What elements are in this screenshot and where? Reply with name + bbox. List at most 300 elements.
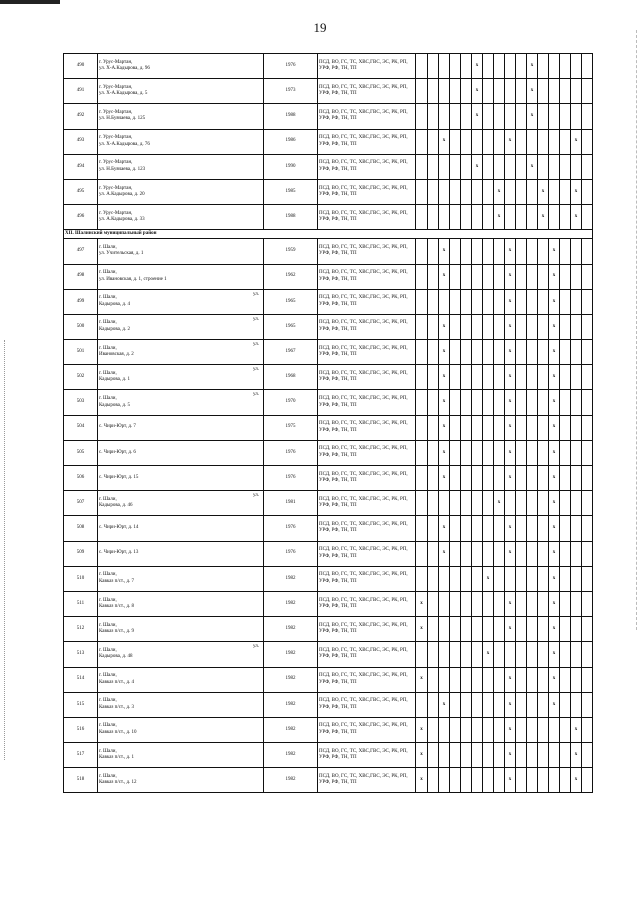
empty-cell [516, 667, 527, 692]
street-abbrev: ул. [252, 342, 259, 348]
empty-cell [560, 566, 571, 591]
table-row [64, 743, 593, 768]
empty-cell [538, 154, 549, 179]
empty-cell [505, 566, 516, 591]
empty-cell [538, 491, 549, 516]
empty-cell [494, 154, 505, 179]
works-list: ПСД, ВО, ГС, ТС, ХВС,ГВС, ЭС, РК, РП, УРФ, РФ, ТН, ТП [318, 566, 416, 591]
empty-cell [549, 717, 560, 742]
address-cell [98, 340, 264, 365]
empty-cell [494, 440, 505, 465]
mark-cell: x [439, 440, 450, 465]
mark-cell: x [549, 466, 560, 491]
empty-cell [560, 390, 571, 415]
address-cell [98, 642, 264, 667]
empty-cell [450, 390, 461, 415]
empty-cell [472, 239, 483, 264]
empty-cell [571, 415, 582, 440]
empty-cell [428, 591, 439, 616]
year-built: 1975 [264, 415, 318, 440]
empty-cell [450, 205, 461, 230]
empty-cell [461, 466, 472, 491]
mark-cell: x [549, 440, 560, 465]
empty-cell [494, 768, 505, 793]
empty-cell [483, 54, 494, 79]
empty-cell [439, 104, 450, 129]
empty-cell [582, 491, 593, 516]
empty-cell [450, 154, 461, 179]
empty-cell [527, 205, 538, 230]
empty-cell [516, 154, 527, 179]
mark-cell: x [505, 516, 516, 541]
empty-cell [549, 79, 560, 104]
empty-cell [416, 239, 428, 264]
address-cell [98, 541, 264, 566]
year-built: 1965 [264, 289, 318, 314]
year-built: 1982 [264, 743, 318, 768]
empty-cell [483, 239, 494, 264]
empty-cell [461, 179, 472, 204]
address-text: г. Шали, Кавказ п/ст., д. 8 [99, 597, 135, 610]
empty-cell [516, 743, 527, 768]
empty-cell [571, 289, 582, 314]
scan-edge-bar [0, 0, 60, 4]
works-list: ПСД, ВО, ГС, ТС, ХВС,ГВС, ЭС, РК, РП, УРФ, РФ, ТН, ТП [318, 104, 416, 129]
empty-cell [538, 516, 549, 541]
empty-cell [483, 768, 494, 793]
mark-cell: x [571, 768, 582, 793]
empty-cell [582, 54, 593, 79]
empty-cell [428, 768, 439, 793]
empty-cell [582, 566, 593, 591]
empty-cell [516, 491, 527, 516]
empty-cell [527, 768, 538, 793]
empty-cell [549, 54, 560, 79]
empty-cell [472, 692, 483, 717]
mark-cell: x [549, 617, 560, 642]
empty-cell [472, 129, 483, 154]
empty-cell [483, 154, 494, 179]
address-text: г. Урус-Мартан, ул. Х-А.Кадырова, д. 5 [99, 84, 148, 97]
mark-cell: x [505, 289, 516, 314]
empty-cell [483, 289, 494, 314]
empty-cell [560, 491, 571, 516]
mark-cell: x [549, 541, 560, 566]
year-built: 1959 [264, 239, 318, 264]
year-built: 1982 [264, 617, 318, 642]
street-abbrev: ул. [252, 493, 259, 499]
address-cell [98, 390, 264, 415]
empty-cell [494, 591, 505, 616]
address-text: г. Шали, Кадырова, д. 46 [99, 496, 133, 509]
mark-cell: x [549, 264, 560, 289]
empty-cell [538, 289, 549, 314]
empty-cell [428, 365, 439, 390]
empty-cell [428, 54, 439, 79]
empty-cell [505, 104, 516, 129]
empty-cell [560, 717, 571, 742]
table-row [64, 466, 593, 491]
empty-cell [483, 179, 494, 204]
table-row [64, 617, 593, 642]
address-cell [98, 591, 264, 616]
empty-cell [439, 768, 450, 793]
mark-cell: x [439, 516, 450, 541]
empty-cell [428, 566, 439, 591]
row-number: 491 [64, 79, 98, 104]
empty-cell [538, 390, 549, 415]
empty-cell [582, 692, 593, 717]
year-built: 1976 [264, 466, 318, 491]
empty-cell [505, 154, 516, 179]
empty-cell [450, 365, 461, 390]
empty-cell [472, 179, 483, 204]
empty-cell [428, 79, 439, 104]
address-text: г. Шали, Кадырова, д. 1 [99, 370, 130, 383]
address-cell [98, 415, 264, 440]
table-row [64, 239, 593, 264]
empty-cell [428, 104, 439, 129]
mark-cell: x [505, 440, 516, 465]
empty-cell [439, 79, 450, 104]
table-body-shali [64, 239, 593, 793]
empty-cell [450, 104, 461, 129]
mark-cell: x [472, 154, 483, 179]
works-list: ПСД, ВО, ГС, ТС, ХВС,ГВС, ЭС, РК, РП, УРФ, РФ, ТН, ТП [318, 314, 416, 339]
empty-cell [416, 205, 428, 230]
empty-cell [450, 491, 461, 516]
mark-cell: x [505, 768, 516, 793]
year-built: 1976 [264, 54, 318, 79]
mark-cell: x [505, 743, 516, 768]
year-built: 1967 [264, 340, 318, 365]
empty-cell [450, 617, 461, 642]
empty-cell [483, 516, 494, 541]
address-cell [98, 314, 264, 339]
row-number: 506 [64, 466, 98, 491]
empty-cell [494, 743, 505, 768]
row-number: 493 [64, 129, 98, 154]
row-number: 512 [64, 617, 98, 642]
empty-cell [494, 264, 505, 289]
address-cell [98, 768, 264, 793]
empty-cell [439, 566, 450, 591]
empty-cell [516, 566, 527, 591]
works-list: ПСД, ВО, ГС, ТС, ХВС,ГВС, ЭС, РК, РП, УРФ, РФ, ТН, ТП [318, 617, 416, 642]
address-text: г. Шали, Кавказ п/ст., д. 10 [99, 723, 137, 735]
empty-cell [516, 415, 527, 440]
empty-cell [538, 768, 549, 793]
empty-cell [472, 717, 483, 742]
empty-cell [549, 129, 560, 154]
row-number: 507 [64, 491, 98, 516]
mark-cell: x [483, 566, 494, 591]
empty-cell [582, 390, 593, 415]
empty-cell [571, 239, 582, 264]
empty-cell [494, 717, 505, 742]
table-row [64, 440, 593, 465]
empty-cell [538, 541, 549, 566]
works-list: ПСД, ВО, ГС, ТС, ХВС,ГВС, ЭС, РК, РП, УРФ, РФ, ТН, ТП [318, 390, 416, 415]
empty-cell [461, 104, 472, 129]
table-row [64, 516, 593, 541]
empty-cell [450, 566, 461, 591]
empty-cell [538, 104, 549, 129]
empty-cell [582, 541, 593, 566]
empty-cell [516, 340, 527, 365]
mark-cell: x [439, 541, 450, 566]
mark-cell: x [571, 179, 582, 204]
empty-cell [494, 667, 505, 692]
empty-cell [538, 642, 549, 667]
empty-cell [461, 667, 472, 692]
address-cell [98, 466, 264, 491]
empty-cell [428, 179, 439, 204]
empty-cell [483, 466, 494, 491]
empty-cell [472, 340, 483, 365]
empty-cell [472, 264, 483, 289]
empty-cell [428, 642, 439, 667]
empty-cell [461, 491, 472, 516]
row-number: 495 [64, 179, 98, 204]
empty-cell [428, 415, 439, 440]
empty-cell [450, 768, 461, 793]
mark-cell: x [439, 365, 450, 390]
table-row [64, 717, 593, 742]
works-list: ПСД, ВО, ГС, ТС, ХВС,ГВС, ЭС, РК, РП, УРФ, РФ, ТН, ТП [318, 340, 416, 365]
mark-cell: x [538, 205, 549, 230]
scan-margin-marks [4, 340, 7, 760]
empty-cell [472, 566, 483, 591]
empty-cell [494, 129, 505, 154]
mark-cell: x [527, 104, 538, 129]
empty-cell [461, 642, 472, 667]
empty-cell [494, 466, 505, 491]
empty-cell [461, 54, 472, 79]
table-row [64, 591, 593, 616]
mark-cell: x [571, 743, 582, 768]
empty-cell [461, 314, 472, 339]
section-title: XII. Шалинский муниципальный район [64, 230, 593, 239]
empty-cell [527, 289, 538, 314]
empty-cell [428, 667, 439, 692]
empty-cell [439, 617, 450, 642]
row-number: 496 [64, 205, 98, 230]
empty-cell [582, 591, 593, 616]
mark-cell: x [549, 289, 560, 314]
empty-cell [461, 617, 472, 642]
address-cell [98, 743, 264, 768]
year-built: 1962 [264, 264, 318, 289]
empty-cell [494, 566, 505, 591]
empty-cell [549, 768, 560, 793]
empty-cell [538, 239, 549, 264]
empty-cell [483, 365, 494, 390]
empty-cell [472, 491, 483, 516]
page-number: 19 [313, 20, 327, 35]
empty-cell [560, 54, 571, 79]
empty-cell [416, 264, 428, 289]
empty-cell [516, 768, 527, 793]
empty-cell [450, 264, 461, 289]
empty-cell [416, 289, 428, 314]
empty-cell [494, 692, 505, 717]
empty-cell [472, 617, 483, 642]
empty-cell [571, 440, 582, 465]
works-list: ПСД, ВО, ГС, ТС, ХВС,ГВС, ЭС, РК, РП, УРФ, РФ, ТН, ТП [318, 541, 416, 566]
empty-cell [461, 239, 472, 264]
mark-cell: x [416, 717, 428, 742]
empty-cell [416, 466, 428, 491]
year-built: 1982 [264, 768, 318, 793]
address-cell [98, 516, 264, 541]
empty-cell [538, 692, 549, 717]
mark-cell: x [439, 692, 450, 717]
empty-cell [516, 692, 527, 717]
empty-cell [527, 743, 538, 768]
mark-cell: x [549, 239, 560, 264]
empty-cell [461, 365, 472, 390]
row-number: 499 [64, 289, 98, 314]
empty-cell [527, 179, 538, 204]
works-list: ПСД, ВО, ГС, ТС, ХВС,ГВС, ЭС, РК, РП, УРФ, РФ, ТН, ТП [318, 415, 416, 440]
empty-cell [428, 129, 439, 154]
table-row [64, 340, 593, 365]
empty-cell [428, 743, 439, 768]
empty-cell [472, 591, 483, 616]
year-built: 1988 [264, 205, 318, 230]
address-cell [98, 365, 264, 390]
empty-cell [483, 617, 494, 642]
empty-cell [538, 591, 549, 616]
empty-cell [472, 516, 483, 541]
empty-cell [450, 717, 461, 742]
empty-cell [582, 440, 593, 465]
mark-cell: x [571, 129, 582, 154]
empty-cell [450, 591, 461, 616]
mark-cell: x [549, 642, 560, 667]
empty-cell [461, 415, 472, 440]
address-text: г. Урус-Мартан, ул. Н.Бувчаева, д. 125 [99, 109, 146, 122]
empty-cell [582, 179, 593, 204]
empty-cell [428, 154, 439, 179]
empty-cell [560, 129, 571, 154]
address-text: г. Шали, Кадырова, д. 2 [99, 320, 130, 332]
mark-cell: x [439, 340, 450, 365]
empty-cell [538, 264, 549, 289]
empty-cell [516, 104, 527, 129]
mark-cell: x [549, 340, 560, 365]
empty-cell [560, 264, 571, 289]
empty-cell [428, 239, 439, 264]
empty-cell [538, 54, 549, 79]
empty-cell [472, 415, 483, 440]
empty-cell [483, 591, 494, 616]
empty-cell [428, 617, 439, 642]
empty-cell [450, 415, 461, 440]
empty-cell [538, 79, 549, 104]
table-row [64, 314, 593, 339]
works-list: ПСД, ВО, ГС, ТС, ХВС,ГВС, ЭС, РК, РП, УРФ, РФ, ТН, ТП [318, 79, 416, 104]
mark-cell: x [483, 642, 494, 667]
empty-cell [416, 79, 428, 104]
empty-cell [527, 717, 538, 742]
empty-cell [516, 54, 527, 79]
table-row [64, 205, 593, 230]
empty-cell [450, 179, 461, 204]
mark-cell: x [416, 743, 428, 768]
empty-cell [428, 466, 439, 491]
empty-cell [516, 365, 527, 390]
empty-cell [527, 591, 538, 616]
year-built: 1973 [264, 79, 318, 104]
empty-cell [494, 54, 505, 79]
empty-cell [549, 104, 560, 129]
empty-cell [516, 440, 527, 465]
empty-cell [461, 79, 472, 104]
empty-cell [505, 79, 516, 104]
empty-cell [582, 667, 593, 692]
empty-cell [483, 129, 494, 154]
table-row [64, 491, 593, 516]
empty-cell [450, 466, 461, 491]
empty-cell [582, 340, 593, 365]
empty-cell [494, 239, 505, 264]
empty-cell [450, 541, 461, 566]
empty-cell [439, 591, 450, 616]
empty-cell [428, 440, 439, 465]
empty-cell [527, 239, 538, 264]
row-number: 497 [64, 239, 98, 264]
mark-cell: x [505, 692, 516, 717]
mark-cell: x [505, 541, 516, 566]
empty-cell [494, 617, 505, 642]
empty-cell [571, 516, 582, 541]
empty-cell [461, 129, 472, 154]
empty-cell [516, 642, 527, 667]
table-row [64, 179, 593, 204]
empty-cell [494, 390, 505, 415]
empty-cell [538, 617, 549, 642]
year-built: 1982 [264, 566, 318, 591]
empty-cell [505, 205, 516, 230]
table-row [64, 264, 593, 289]
mark-cell: x [549, 591, 560, 616]
empty-cell [461, 390, 472, 415]
empty-cell [582, 129, 593, 154]
empty-cell [527, 390, 538, 415]
year-built: 1982 [264, 692, 318, 717]
empty-cell [571, 466, 582, 491]
empty-cell [494, 289, 505, 314]
mark-cell: x [494, 491, 505, 516]
table-row [64, 129, 593, 154]
empty-cell [505, 642, 516, 667]
empty-cell [560, 79, 571, 104]
mark-cell: x [439, 415, 450, 440]
empty-cell [450, 692, 461, 717]
row-number: 492 [64, 104, 98, 129]
address-cell [98, 79, 264, 104]
mark-cell: x [549, 415, 560, 440]
row-number: 490 [64, 54, 98, 79]
empty-cell [505, 491, 516, 516]
empty-cell [461, 566, 472, 591]
table-row [64, 104, 593, 129]
scan-edge-marks [633, 30, 637, 630]
empty-cell [472, 642, 483, 667]
empty-cell [428, 491, 439, 516]
